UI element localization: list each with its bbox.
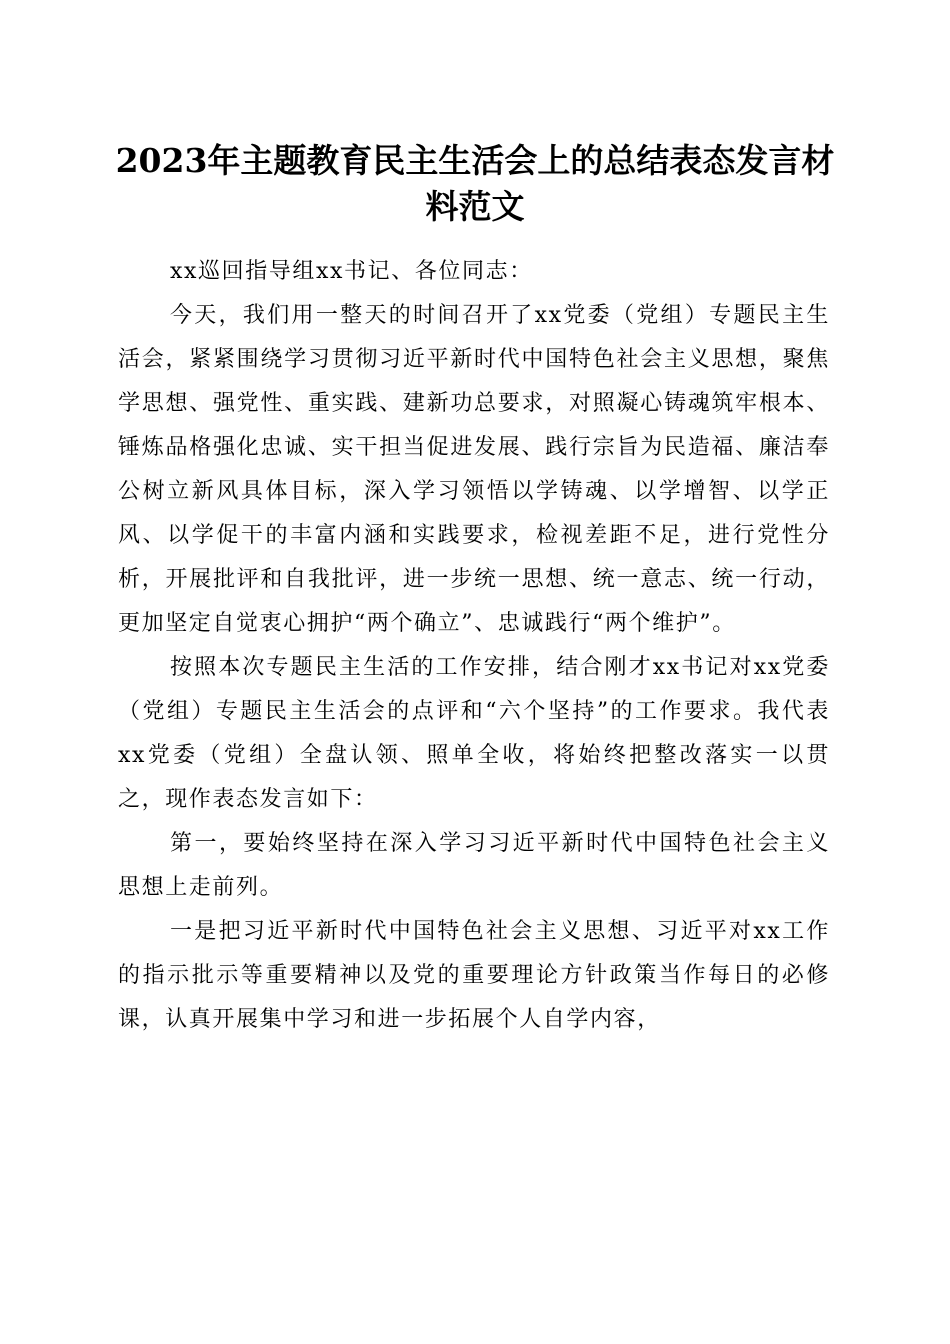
statement-paragraph: 按照本次专题民主生活的工作安排，结合刚才xx书记对xx党委（党组）专题民主生活会的点评和“六个坚持”的工作要求。我代表xx党委（党组）全盘认领、照单全收，将始终把整改落实一以贯之，现作表态发言如下：: [118, 655, 830, 812]
document-body: [118, 250, 830, 1042]
section-heading-paragraph: 第一，要始终坚持在深入学习习近平新时代中国特色社会主义思想上走前列。: [118, 831, 830, 900]
point-one-paragraph: 一是把习近平新时代中国特色社会主义思想、习近平对xx工作的指示批示等重要精神以及党的重要理论方针政策当作每日的必修课，认真开展集中学习和进一步拓展个人自学内容，: [118, 919, 830, 1032]
document-title: 2023年主题教育民主生活会上的总结表态发言材料范文: [115, 141, 835, 226]
opening-paragraph: 今天，我们用一整天的时间召开了xx党委（党组）专题民主生活会，紧紧围绕学习贯彻习近平新时代中国特色社会主义思想，聚焦学思想、强党性、重实践、建新功总要求，对照凝心铸魂筑牢根本、锤炼品格强化忠诚、实干担当促进发展、践行宗旨为民造福、廉洁奉公树立新风具体目标，深入学习领悟以学铸魂、以学增智、以学正风、以学促干的丰富内涵和实践要求，检视差距不足，进行党性分析，开展批评和自我批评，进一步统一思想、统一意志、统一行动，更加坚定自觉衷心拥护“两个确立”、忠诚践行“两个维护”。: [118, 303, 830, 636]
salutation-paragraph: xx巡回指导组xx书记、各位同志：: [170, 259, 533, 284]
